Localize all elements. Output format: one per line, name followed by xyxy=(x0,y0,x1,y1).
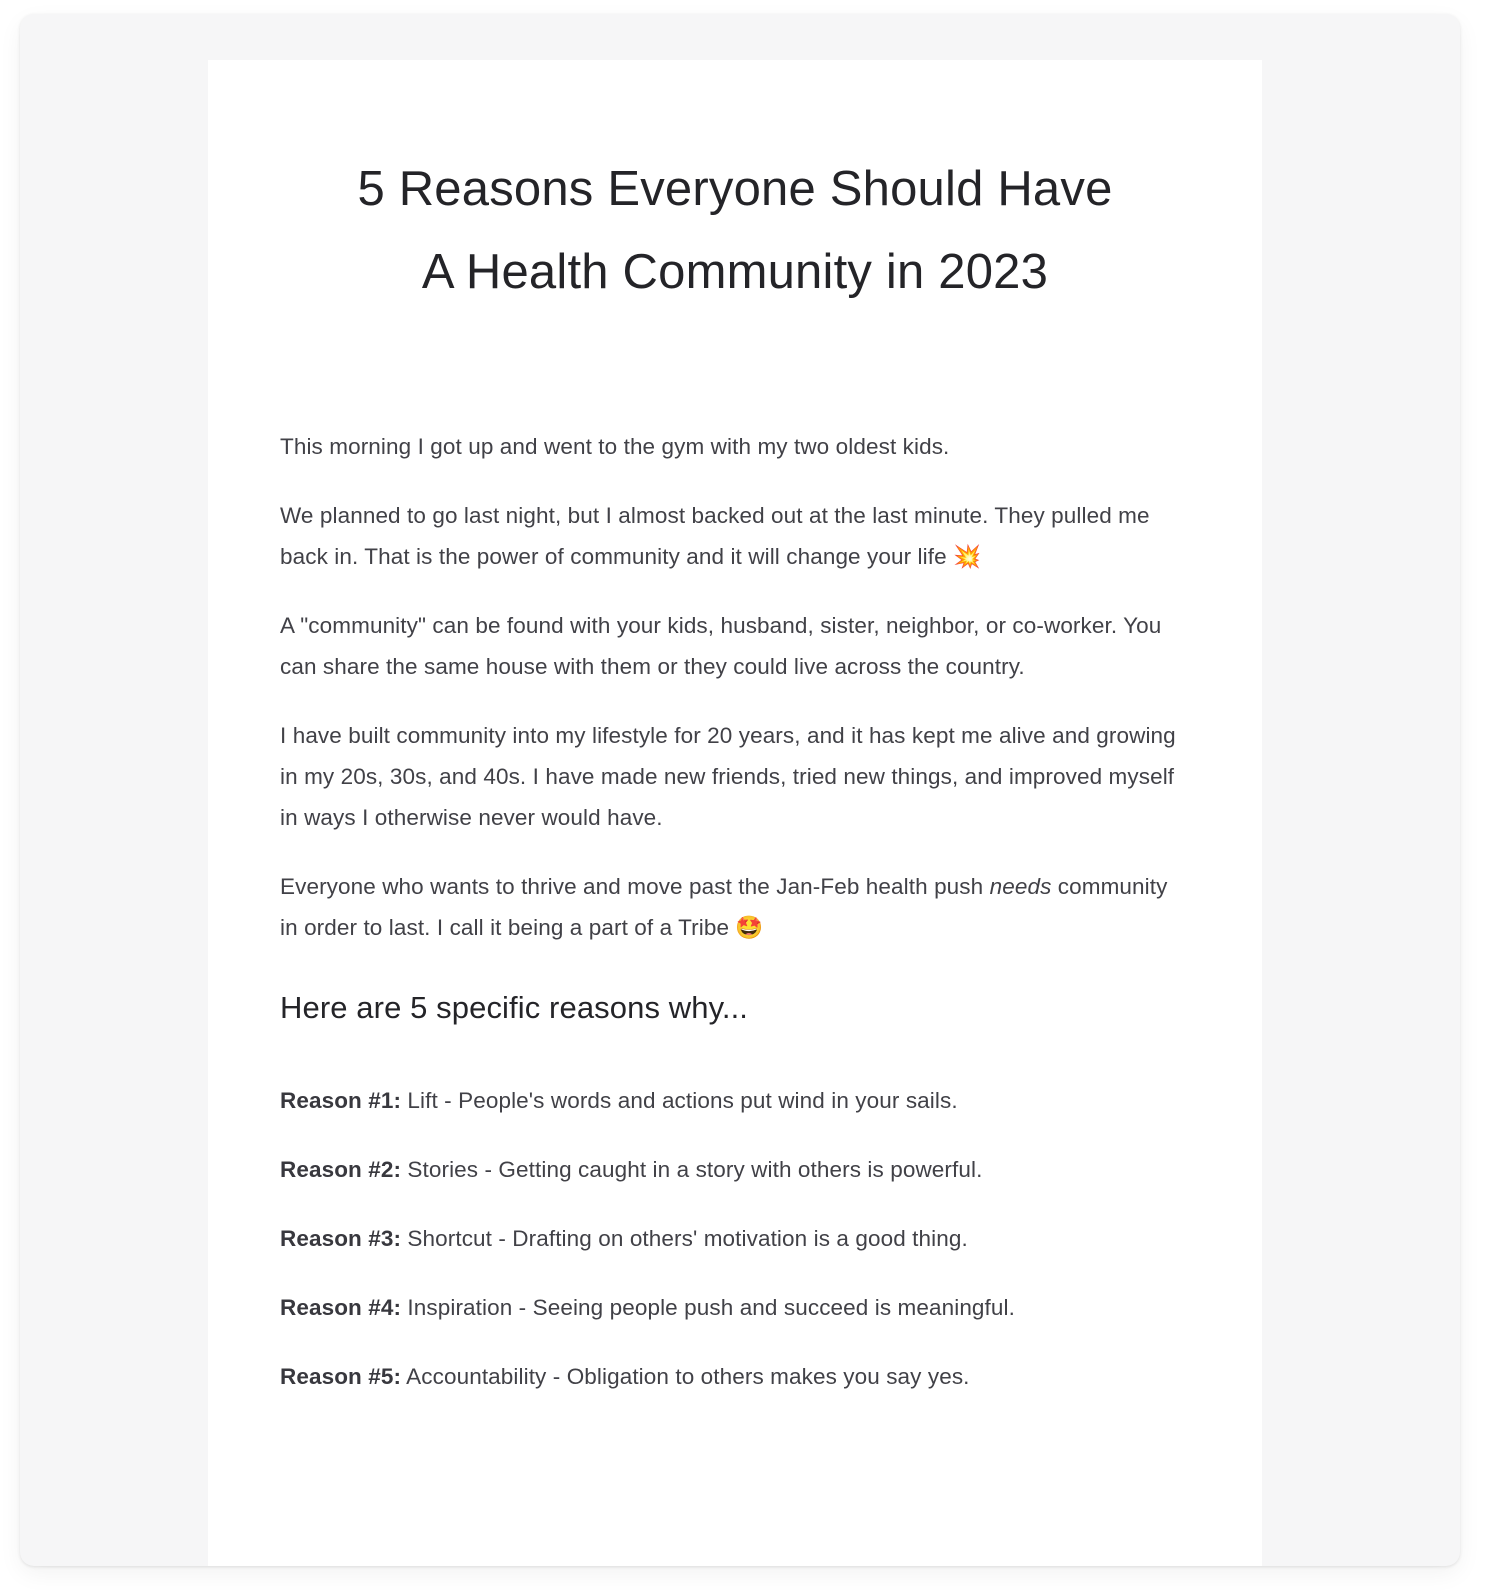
section-heading: Here are 5 specific reasons why... xyxy=(280,990,749,1025)
tribe-text-prefix: Everyone who wants to thrive and move past the Jan-Feb health push xyxy=(280,874,990,899)
reason-label-2: Reason #2: xyxy=(280,1157,402,1182)
reason-item-1 xyxy=(280,1080,1190,1121)
post-title xyxy=(280,148,1190,314)
paragraph-planned: We planned to go last night, but I almost backed out at the last minute. They pulled me back in. That is the power of community and it will change your life 💥 xyxy=(280,503,1150,569)
reason-text-2: Stories - Getting caught in a story with others is powerful. xyxy=(401,1157,983,1182)
paragraph-intro: This morning I got up and went to the gym with my two oldest kids. xyxy=(280,434,950,459)
paragraph-lifestyle: I have built community into my lifestyle for 20 years, and it has kept me alive and growing in my 20s, 30s, and 40s. I have made new friends, tried new things, and improved myself in ways I otherwise never would have. xyxy=(280,723,1176,830)
reason-item-5 xyxy=(280,1356,1190,1397)
reason-item-3 xyxy=(280,1218,1190,1259)
reason-label-1: Reason #1: xyxy=(280,1088,402,1113)
tribe-text-italic: needs xyxy=(989,874,1052,899)
reason-label-4: Reason #4: xyxy=(280,1295,402,1320)
article-body xyxy=(208,60,1262,1566)
post-title-line-2: A Health Community in 2023 xyxy=(421,245,1049,299)
email-preview-card xyxy=(20,14,1460,1566)
reason-label-3: Reason #3: xyxy=(280,1226,402,1251)
reason-text-5: Accountability - Obligation to others makes you say yes. xyxy=(401,1364,970,1389)
tribe-text-suffix: community in order to last. I call it being a part of a Tribe 🤩 xyxy=(280,874,1168,940)
reason-item-4 xyxy=(280,1287,1190,1328)
reason-text-1: Lift - People's words and actions put wind in your sails. xyxy=(401,1088,958,1113)
paragraph-community-definition: A "community" can be found with your kids, husband, sister, neighbor, or co-worker. You can share the same house with them or they could live across the country. xyxy=(280,613,1162,679)
paragraph-tribe xyxy=(280,866,1190,948)
reason-label-5: Reason #5: xyxy=(280,1364,402,1389)
reason-text-4: Inspiration - Seeing people push and succeed is meaningful. xyxy=(401,1295,1015,1320)
reason-text-3: Shortcut - Drafting on others' motivation is a good thing. xyxy=(401,1226,968,1251)
reason-item-2 xyxy=(280,1149,1190,1190)
post-title-line-1: 5 Reasons Everyone Should Have xyxy=(357,162,1113,216)
